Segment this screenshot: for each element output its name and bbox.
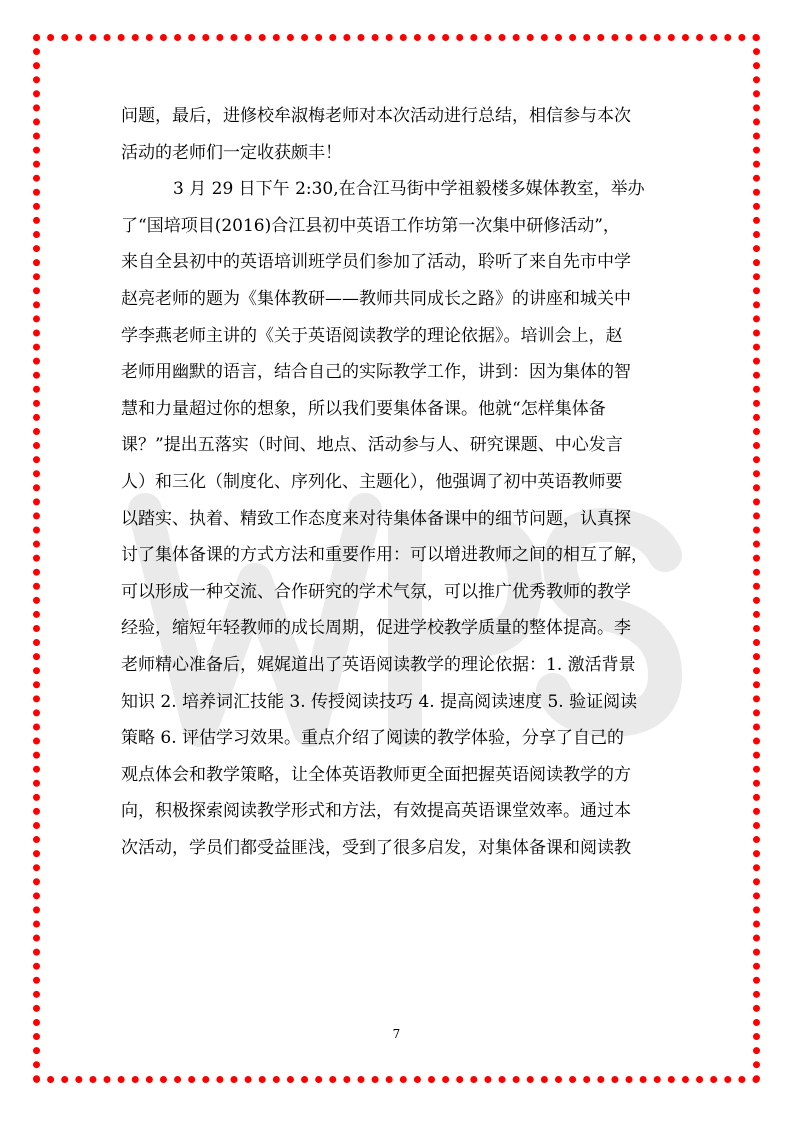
text-line: 经验，缩短年轻教师的成长周期，促进学校教学质量的整体提高。李 [121, 618, 631, 639]
text-line: 讨了集体备课的方式方法和重要作用：可以增进教师之间的相互了解， [121, 545, 648, 566]
page-number: 7 [392, 1027, 401, 1041]
text-line: 了“国培项目(2016)合江县初中英语工作坊第一次集中研修活动”， [121, 215, 620, 236]
text-line: 老师用幽默的语言，结合自己的实际教学工作，讲到：因为集体的智 [121, 362, 631, 383]
text-line: 赵亮老师的题为《集体教研——教师共同成长之路》的讲座和城关中 [121, 288, 631, 309]
text-line: 老师精心准备后，娓娓道出了英语阅读教学的理论依据：1. 激活背景 [121, 654, 636, 675]
text-line: 来自全县初中的英语培训班学员们参加了活动，聆听了来自先市中学 [121, 252, 631, 273]
paragraph-start-line: 3 月 29 日下午 2:30,在合江马街中学祖毅楼多媒体教室，举办 [173, 179, 645, 200]
text-line: 观点体会和教学策略，让全体英语教师更全面把握英语阅读教学的方 [121, 764, 631, 785]
text-line: 学李燕老师主讲的《关于英语阅读教学的理论依据》。培训会上，赵 [121, 325, 623, 346]
text-line: 人）和三化（制度化、序列化、主题化），他强调了初中英语教师要 [121, 471, 623, 492]
text-line: 活动的老师们一定收获颇丰！ [121, 142, 342, 163]
body-text [121, 98, 687, 866]
text-line: 知识 2. 培养词汇技能 3. 传授阅读技巧 4. 提高阅读速度 5. 验证阅读 [121, 691, 638, 712]
text-line: 以踏实、执着、精致工作态度来对待集体备课中的细节问题，认真探 [121, 508, 631, 529]
text-line: 次活动，学员们都受益匪浅，受到了很多启发，对集体备课和阅读教 [121, 837, 631, 858]
text-line: 策略 6. 评估学习效果。重点介绍了阅读的教学体验，分享了自己的 [121, 728, 625, 749]
text-line: 向，积极探索阅读教学形式和方法，有效提高英语课堂效率。通过本 [121, 801, 631, 822]
text-line: 慧和力量超过你的想象，所以我们要集体备课。他就“怎样集体备 [121, 398, 606, 419]
text-line: 课？”提出五落实（时间、地点、活动参与人、研究课题、中心发言 [121, 435, 623, 456]
text-line: 可以形成一种交流、合作研究的学术气氛，可以推广优秀教师的教学 [121, 581, 631, 602]
text-line: 问题，最后，进修校牟淑梅老师对本次活动进行总结，相信参与本次 [121, 106, 631, 126]
